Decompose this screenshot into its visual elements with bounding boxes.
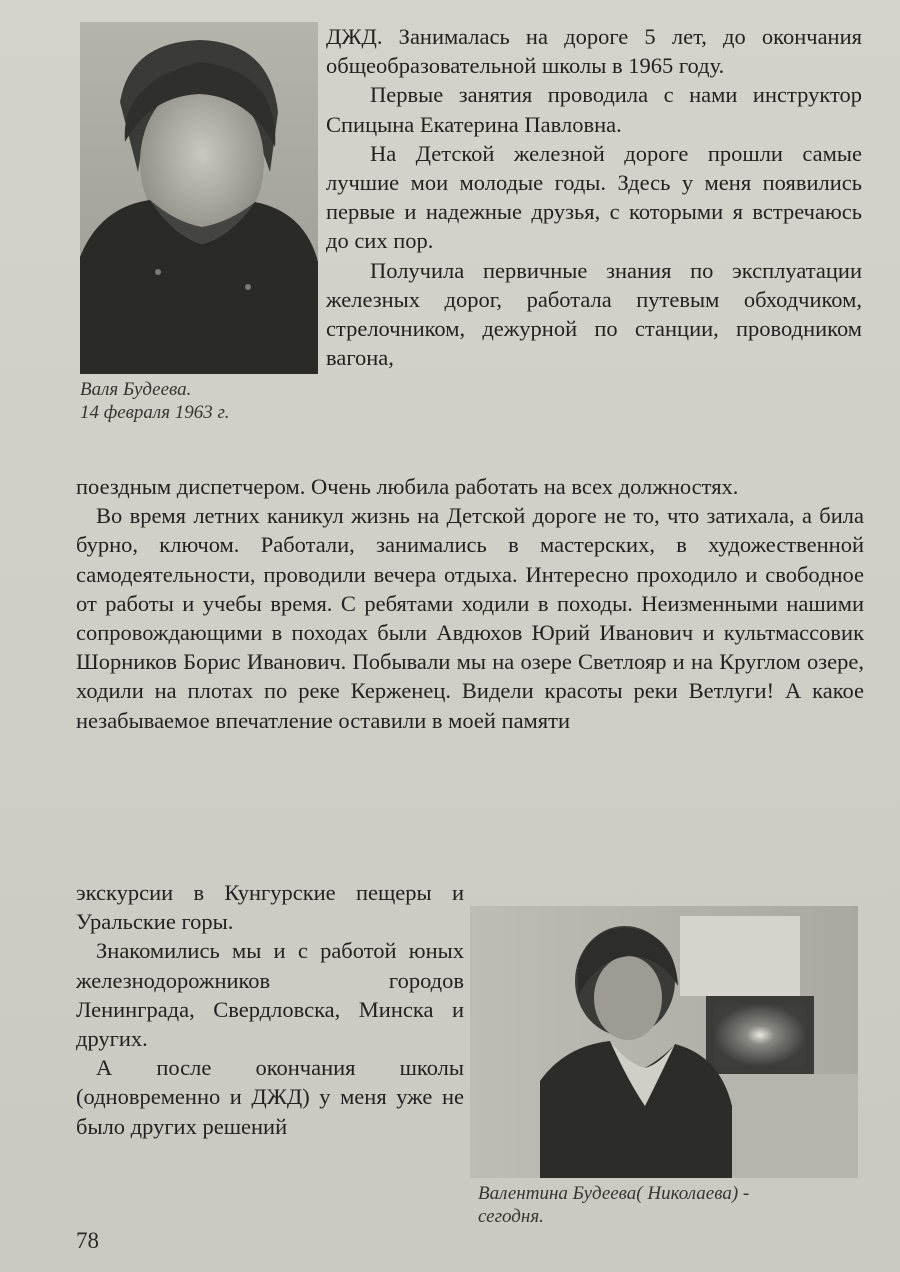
paragraph: Знакомились мы и с работой юных железнодорожников городов Ленинграда, Свердловска, Минска и других. (76, 938, 464, 1052)
text-block-full-width (76, 472, 864, 735)
paragraph: Получила первичные знания по эксплуатации железных дорог, работала путевым обходчиком, стрелочником, дежурной по станции, проводником вагона, (326, 257, 862, 371)
paragraph: экскурсии в Кунгурские пещеры и Уральские горы. (76, 880, 464, 935)
paragraph: ДЖД. Занималась на дороге 5 лет, до окончания общеобразовательной школы в 1965 году. (326, 24, 862, 79)
text-block-left-of-photo (76, 878, 464, 1141)
portrait-photo-today (470, 906, 858, 1178)
caption-date: 14 февраля 1963 г. (80, 402, 230, 423)
paragraph: поездным диспетчером. Очень любила работать на всех должностях. (76, 474, 739, 499)
portrait-caption-today (478, 1182, 858, 1228)
portrait-photo-1963 (80, 22, 318, 374)
caption-note: сегодня. (478, 1206, 544, 1227)
page-number: 78 (76, 1228, 99, 1253)
caption-name: Валентина Будеева( Николаева) - (478, 1183, 750, 1204)
text-block-right-of-photo (326, 22, 862, 372)
paragraph: Во время летних каникул жизнь на Детской дороге не то, что затихала, а била бурно, ключом. Работали, занимались в мастерских, в художественной самодеятельности, проводили вечера отдыха. Интересно проходило и свободное от работы и учебы время. С ребятами ходили в походы. Неизменными нашими сопровождающими в походах были Авдюхов Юрий Иванович и культмассовик Шорников Борис Иванович. Побывали мы на озере Светлояр и на Круглом озере, ходили на плотах по реке Керженец. Видели красоты реки Ветлуги! А какое незабываемое впечатление оставили в моей памяти (76, 503, 864, 733)
caption-name: Валя Будеева. (80, 379, 192, 400)
paragraph: На Детской железной дороге прошли самые лучшие мои молодые годы. Здесь у меня появились первые и надежные друзья, с которыми я встречаюсь до сих пор. (326, 140, 862, 254)
paragraph: А после окончания школы (одновременно и ДЖД) у меня уже не было других решений (76, 1055, 464, 1139)
paragraph: Первые занятия проводила с нами инструктор Спицына Екатерина Павловна. (326, 82, 862, 137)
portrait-caption-1963 (80, 378, 320, 424)
